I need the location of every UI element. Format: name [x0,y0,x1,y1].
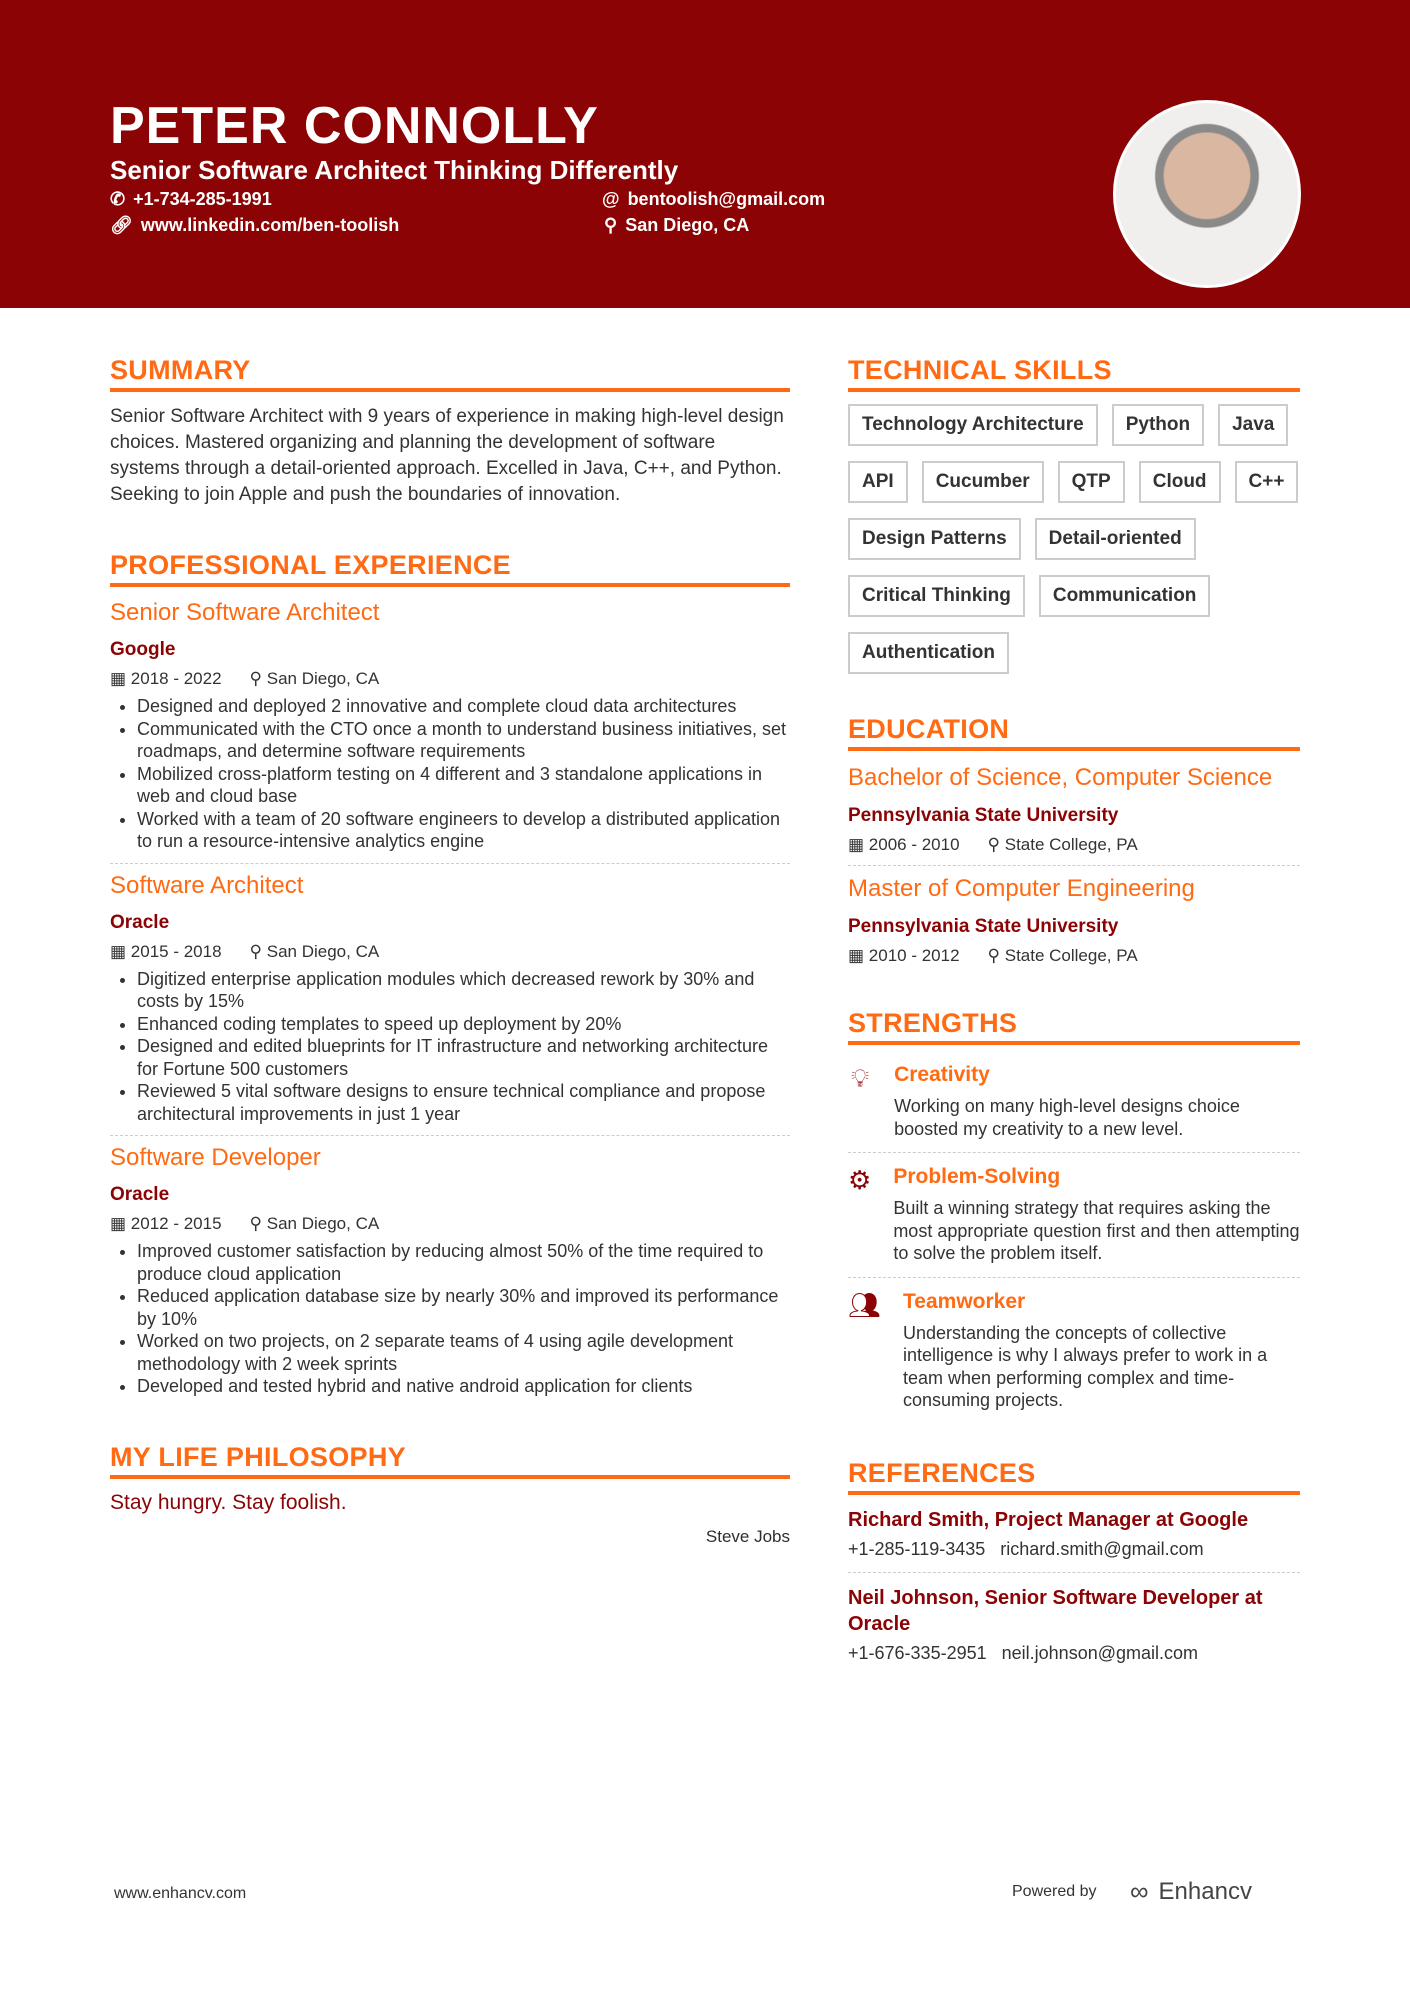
skill-tag: Design Patterns [848,518,1021,560]
achievement-bullet: • Communicated with the CTO once a month to understand business initiatives, set roadmaps, and determine software requirements [137,718,790,763]
enhancv-logo [1130,1876,1252,1907]
experience-item [110,872,790,1126]
strength-text: Built a winning strategy that requires asking the most appropriate question first and then attempting to solve the problem itself. [893,1198,1300,1263]
degree: Bachelor of Science, Computer Science [848,764,1273,791]
skill-tag: Python [1112,404,1204,446]
location-text: San Diego, CA [625,215,750,235]
divider [848,865,1300,866]
map-pin-icon: ⚲ [249,669,262,688]
map-pin-icon: ⚲ [249,1214,262,1233]
company-name: Oracle [110,1184,170,1205]
strength-title: Problem-Solving [893,1165,1061,1188]
strength-title: Creativity [894,1063,990,1086]
school-name: Pennsylvania State University [848,916,1119,937]
reference-phone: +1-676-335-2951 [848,1642,987,1663]
strengths-heading: STRENGTHS [848,1008,1300,1045]
philosophy-quote: Stay hungry. Stay foolish. [110,1490,347,1514]
reference-name: Richard Smith, Project Manager at Google [848,1508,1249,1531]
location-contact [604,215,749,236]
reference-name: Neil Johnson, Senior Software Developer at Oracle [848,1586,1263,1635]
education-heading: EDUCATION [848,714,1300,751]
email-contact[interactable] [602,189,825,210]
reference-phone: +1-285-119-3435 [848,1538,986,1559]
skill-tag: Technology Architecture [848,404,1098,446]
strength-item [848,1284,1300,1418]
strength-text: Working on many high-level designs choice boosted my creativity to a new level. [894,1096,1240,1139]
strength-title: Teamworker [903,1289,1026,1313]
skills-list [848,404,1300,674]
skill-tag: Cucumber [922,461,1044,503]
linkedin-contact[interactable] [110,215,399,236]
gears-icon: ⚙ [848,1165,872,1195]
skill-tag: Communication [1039,575,1211,617]
strengths-list [848,1057,1300,1418]
company-name: Google [110,639,176,660]
reference-item [848,1507,1300,1560]
date-range: ▦ 2012 - 2015 [110,1214,222,1233]
divider [848,1152,1300,1153]
resume-header [0,0,1410,308]
reference-item [848,1585,1300,1664]
achievement-bullet: • Designed and edited blueprints for IT infrastructure and networking architecture for Fortune 500 customers [137,1035,790,1080]
divider [110,863,790,864]
at-icon: @ [602,189,620,209]
date-range: ▦ 2018 - 2022 [110,669,222,688]
job-location: ⚲ San Diego, CA [249,1214,380,1233]
job-location: ⚲ San Diego, CA [249,941,380,961]
summary-text: Senior Software Architect with 9 years of experience in making high-level design choices. Mastered organizing and planning the development of software systems through a detail-oriented approach. Excelled in Java, C++, and Python. Seeking to join Apple and push the boundaries of innovation. [110,406,784,505]
phone-icon: ✆ [110,189,126,209]
skill-tag: API [848,461,908,503]
enhancv-logo-icon: ∞ [1130,1876,1149,1906]
education-item [848,874,1300,966]
lightbulb-icon: 💡︎ [850,1063,870,1093]
calendar-icon: ▦ [110,941,127,961]
divider [110,1135,790,1136]
map-pin-icon: ⚲ [604,215,618,235]
email-text[interactable]: bentoolish@gmail.com [627,189,826,209]
company-name: Oracle [110,911,170,933]
date-range: ▦ 2015 - 2018 [110,941,222,961]
strength-item [848,1159,1300,1271]
calendar-icon: ▦ [848,835,865,854]
summary-heading: SUMMARY [110,355,790,392]
school-name: Pennsylvania State University [848,805,1119,826]
education-item [848,763,1300,855]
reference-email[interactable]: richard.smith@gmail.com [1000,1538,1204,1559]
date-range: ▦ 2006 - 2010 [848,835,960,854]
skill-tag: Detail-oriented [1035,518,1196,560]
enhancv-brand: Enhancv [1158,1877,1252,1905]
skill-tag: Java [1218,404,1288,446]
skills-heading: TECHNICAL SKILLS [848,355,1300,392]
map-pin-icon: ⚲ [987,946,1000,965]
achievement-bullet: • Worked on two projects, on 2 separate teams of 4 using agile development methodology with 2 week sprints [137,1330,790,1375]
candidate-tagline: Senior Software Architect Thinking Differently [110,155,679,185]
experience-item [110,1144,790,1398]
map-pin-icon: ⚲ [987,835,1000,854]
phone-contact [110,189,272,210]
achievement-bullet: • Reviewed 5 vital software designs to ensure technical compliance and propose architectural improvements in just 1 year [137,1080,790,1125]
references-list [848,1507,1300,1664]
footer-site[interactable]: www.enhancv.com [114,1885,247,1902]
left-column [110,355,790,1547]
candidate-name: PETER CONNOLLY [110,97,599,155]
achievement-bullet: • Digitized enterprise application modules which decreased rework by 30% and costs by 15% [137,968,790,1013]
map-pin-icon: ⚲ [249,941,262,961]
strength-text: Understanding the concepts of collective intelligence is why I always prefer to work in a team when performing complex and time-consuming projects. [903,1322,1268,1410]
references-heading: REFERENCES [848,1458,1300,1495]
skill-tag: Critical Thinking [848,575,1025,617]
calendar-icon: ▦ [110,1214,127,1233]
job-location: ⚲ San Diego, CA [249,669,380,688]
achievement-bullet: • Mobilized cross-platform testing on 4 different and 3 standalone applications in web and cloud base [137,763,790,808]
skill-tag: Cloud [1139,461,1221,503]
job-title: Software Developer [110,1144,321,1171]
footer-powered: Powered by [1012,1883,1097,1900]
experience-list [110,599,790,1398]
date-range: ▦ 2010 - 2012 [848,946,960,965]
skill-tag: Authentication [848,632,1009,674]
divider [848,1277,1300,1278]
achievement-bullet: • Enhanced coding templates to speed up deployment by 20% [137,1013,790,1036]
skill-tag: QTP [1058,461,1125,503]
users-icon: 👥︎ [848,1289,882,1320]
skill-tag: C++ [1235,461,1299,503]
divider [848,1572,1300,1573]
achievement-bullet: • Developed and tested hybrid and native android application for clients [137,1375,790,1398]
degree: Master of Computer Engineering [848,875,1195,902]
right-column [848,355,1300,1664]
experience-item [110,599,790,853]
education-list [848,763,1300,966]
profile-photo [1113,100,1301,288]
link-icon: 🔗︎ [110,215,133,235]
job-title: Senior Software Architect [110,599,380,626]
reference-email[interactable]: neil.johnson@gmail.com [1001,1642,1199,1663]
philosophy-author: Steve Jobs [705,1526,790,1546]
achievement-bullet: • Worked with a team of 20 software engineers to develop a distributed application to run a resource-intensive analytics engine [137,808,790,853]
phone-text: +1-734-285-1991 [133,189,272,209]
calendar-icon: ▦ [848,946,865,965]
job-title: Software Architect [110,871,304,899]
linkedin-text[interactable]: www.linkedin.com/ben-toolish [140,215,400,235]
calendar-icon: ▦ [110,669,127,688]
achievement-bullet: • Improved customer satisfaction by reducing almost 50% of the time required to produce cloud application [137,1240,790,1285]
strength-item [848,1057,1300,1146]
achievement-bullet: • Designed and deployed 2 innovative and complete cloud data architectures [137,695,790,718]
achievement-bullet: • Reduced application database size by nearly 30% and improved its performance by 10% [137,1285,790,1330]
school-location: ⚲ State College, PA [987,835,1138,854]
experience-heading: PROFESSIONAL EXPERIENCE [110,550,790,587]
philosophy-heading: MY LIFE PHILOSOPHY [110,1442,790,1479]
school-location: ⚲ State College, PA [987,946,1138,965]
